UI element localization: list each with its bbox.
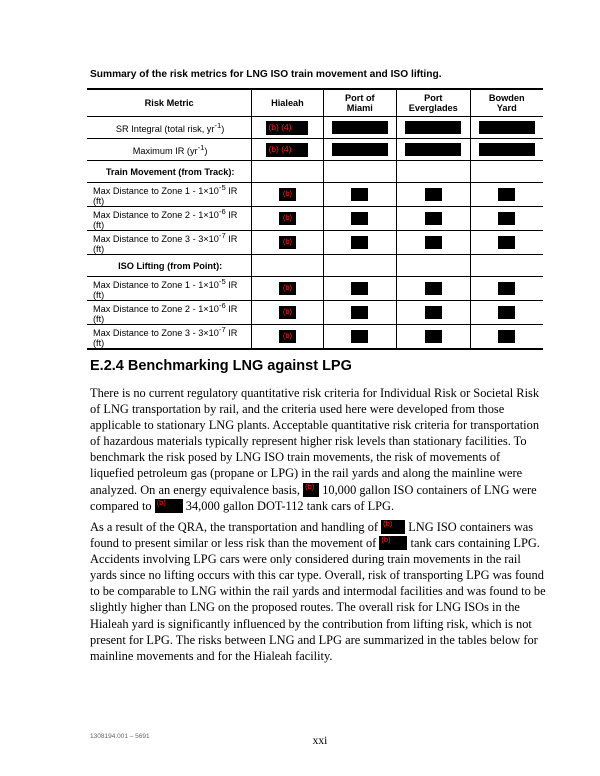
header-risk-metric: Risk Metric (87, 89, 252, 117)
table-row (87, 277, 543, 301)
redaction-box (425, 188, 442, 201)
redaction-box (425, 212, 442, 225)
redaction-box (498, 212, 515, 225)
everglades-cell (397, 117, 470, 139)
risk-metrics-table (87, 88, 543, 350)
table-row (87, 231, 543, 255)
redaction-label: (b) (155, 499, 183, 513)
everglades-cell (397, 183, 470, 207)
paragraph-benchmark-intro: There is no current regulatory quantitative risk criteria for Individual Risk or Societal Risk of LNG transportation by rail, and the criteria used here were developed from those applicable to stationary LNG plants. Acceptable quantitative risk criteria for transportation of hazardous materials typically represent higher risk levels than stationary facilities. To benchmark the risk posed by LNG ISO train movements, the risk of movements of liquefied petroleum gas (propane or LPG) in the rail yards and along the mainline were analyzed. On an energy equivalence basis, (b) 10,000 gallon ISO containers of LNG were compared to (b) 34,000 gallon DOT-112 tank cars of LPG. (90, 386, 540, 513)
redaction-label: (b) (279, 212, 296, 225)
redaction-box (351, 306, 368, 319)
redaction-label: (b) (279, 236, 296, 249)
metric-label: Max Distance to Zone $2 - 1\times 10^{-6}$ IR (ft) (87, 207, 252, 231)
redaction-box (405, 121, 461, 134)
miami-cell (323, 139, 396, 161)
table-row (87, 139, 543, 161)
bowden-cell (470, 183, 543, 207)
section-label: Train Movement (from Track): (87, 161, 252, 183)
redaction-box (332, 143, 388, 156)
redaction-box (351, 236, 368, 249)
redaction-box (479, 143, 535, 156)
redaction-box (405, 143, 461, 156)
metric-label: Max Distance to Zone $3 - 3\times 10^{-7}$ IR (ft) (87, 231, 252, 255)
miami-cell (323, 207, 396, 231)
header-port-everglades: Port Everglades (397, 89, 470, 117)
metric-label: Max Distance to Zone $3 - 3\times 10^{-7}$ IR (ft) (87, 325, 252, 350)
document-id: 1308194.001 – 5691 (90, 733, 150, 740)
redaction-box (332, 121, 388, 134)
redaction-label: (b) (4) (266, 121, 308, 135)
redaction-box (498, 330, 515, 343)
redaction-box (479, 121, 535, 134)
everglades-cell (397, 325, 470, 350)
redaction-box (351, 330, 368, 343)
metric-label: Max Distance to Zone $1 - 1\times 10^{-5}$ IR (ft) (87, 183, 252, 207)
section-heading: E.2.4 Benchmarking LNG against LPG (90, 358, 352, 374)
hialeah-cell (252, 139, 323, 161)
bowden-cell (470, 207, 543, 231)
everglades-cell (397, 231, 470, 255)
redaction-label: (b) (279, 306, 296, 319)
redaction-box (498, 306, 515, 319)
hialeah-cell (252, 231, 323, 255)
section-row-iso-lifting (87, 255, 543, 277)
table-header-row (87, 89, 543, 117)
hialeah-cell (252, 183, 323, 207)
metric-label: SR Integral (total risk, $yr^{-1}$) (87, 117, 252, 139)
bowden-cell (470, 325, 543, 350)
miami-cell (323, 325, 396, 350)
redaction-box (498, 188, 515, 201)
hialeah-cell (252, 301, 323, 325)
everglades-cell (397, 301, 470, 325)
metric-label: Max Distance to Zone $1 - 1\times 10^{-5}$ IR (ft) (87, 277, 252, 301)
table-row (87, 301, 543, 325)
redaction-box (498, 282, 515, 295)
redaction-box (425, 306, 442, 319)
bowden-cell (470, 231, 543, 255)
paragraph-qra-result: As a result of the QRA, the transportation and handling of (b) LNG ISO containers was found to present similar or less risk than the movement of (b) tank cars containing LPG. Accidents involving LPG cars were only considered during train movements in the rail yards since no lifting occurs with this car type. Overall, risk of transporting LPG was found to be comparable to LNG within the rail yards and intermodal facilities and was found to be slightly higher than LNG on the proposed routes. The overall risk for LNG ISOs in the Hialeah yard is significantly influenced by the contribution from lifting risk, which is not present for LPG. The risks between LNG and LPG are summarized in the tables below for mainline movements and for the Hialeah facility. (90, 520, 546, 663)
everglades-cell (397, 277, 470, 301)
section-label: ISO Lifting (from Point): (87, 255, 252, 277)
table-row (87, 183, 543, 207)
miami-cell (323, 117, 396, 139)
header-port-of-miami: Port of Miami (323, 89, 396, 117)
hialeah-cell (252, 117, 323, 139)
table-caption: Summary of the risk metrics for LNG ISO train movement and ISO lifting. (90, 69, 442, 80)
redaction-box (425, 282, 442, 295)
redaction-box (351, 212, 368, 225)
everglades-cell (397, 207, 470, 231)
redaction-label: (b) (279, 282, 296, 295)
table-row (87, 207, 543, 231)
redaction-label: (b) (303, 483, 319, 497)
redaction-label: (b) (4) (266, 143, 308, 157)
section-row-train-movement (87, 161, 543, 183)
redaction-box (351, 188, 368, 201)
redaction-box (425, 330, 442, 343)
redaction-box (425, 236, 442, 249)
bowden-cell (470, 301, 543, 325)
header-hialeah: Hialeah (252, 89, 323, 117)
redaction-label: (b) (279, 330, 296, 343)
table-row (87, 117, 543, 139)
miami-cell (323, 277, 396, 301)
miami-cell (323, 301, 396, 325)
everglades-cell (397, 139, 470, 161)
hialeah-cell (252, 325, 323, 350)
redaction-box (351, 282, 368, 295)
miami-cell (323, 183, 396, 207)
redaction-label: (b) (279, 188, 296, 201)
header-bowden-yard: Bowden Yard (470, 89, 543, 117)
redaction-box (498, 236, 515, 249)
bowden-cell (470, 117, 543, 139)
bowden-cell (470, 277, 543, 301)
metric-label: Max Distance to Zone $2 - 1\times 10^{-6}$ IR (ft) (87, 301, 252, 325)
hialeah-cell (252, 277, 323, 301)
metric-label: Maximum IR $(yr^{-1})$ (87, 139, 252, 161)
bowden-cell (470, 139, 543, 161)
redaction-label: (b) (381, 520, 405, 534)
miami-cell (323, 231, 396, 255)
page-number: xxi (312, 735, 328, 747)
hialeah-cell (252, 207, 323, 231)
redaction-label: (b) (379, 536, 407, 550)
table-row (87, 325, 543, 350)
